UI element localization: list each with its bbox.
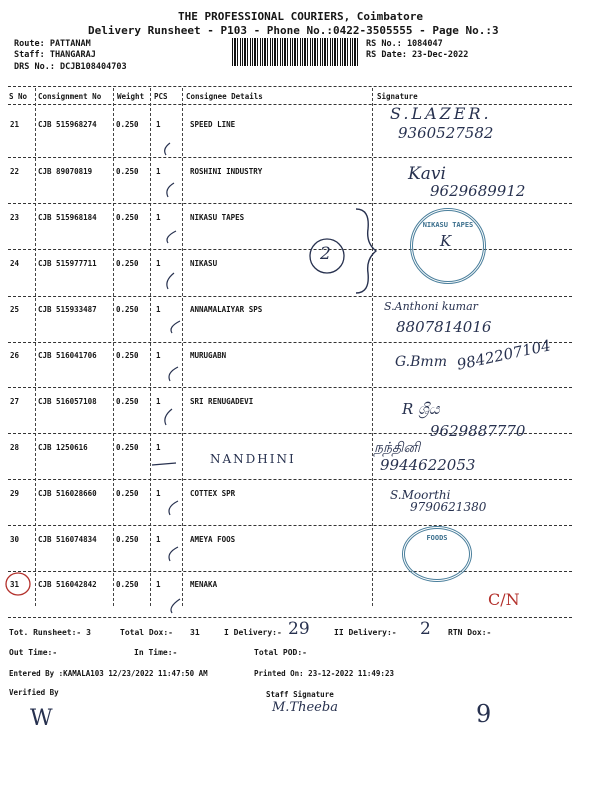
row-weight: 0.250 bbox=[116, 213, 139, 222]
signature-phone: 9842207104 bbox=[455, 336, 553, 374]
row-weight: 0.250 bbox=[116, 397, 139, 406]
row-consignee: SRI RENUGADEVI bbox=[190, 397, 254, 406]
col-signature: Signature bbox=[377, 92, 418, 101]
row-divider bbox=[8, 479, 572, 480]
row-pcs: 1 bbox=[156, 397, 161, 406]
staff-signature-label: Staff Signature bbox=[266, 690, 334, 699]
row-weight: 0.250 bbox=[116, 167, 139, 176]
total-dox-value: 31 bbox=[190, 628, 200, 637]
col-consignment: Consignment No bbox=[38, 92, 102, 101]
row-pcs: 1 bbox=[156, 213, 161, 222]
circle-mark-icon bbox=[3, 570, 35, 598]
row-sno: 21 bbox=[10, 120, 20, 129]
staff-signature: M.Theeba bbox=[272, 700, 338, 715]
row-sno: 22 bbox=[10, 167, 20, 176]
signature-phone: 9629887770 bbox=[430, 422, 526, 440]
row-divider bbox=[8, 342, 572, 343]
row-pcs: 1 bbox=[156, 580, 161, 589]
row-pcs: 1 bbox=[156, 535, 161, 544]
row-consignee: AMEYA FOOS bbox=[190, 535, 236, 544]
row-consignment: CJB 516057108 bbox=[38, 397, 97, 406]
signature-phone: 8807814016 bbox=[396, 318, 492, 336]
in-time-label: In Time:- bbox=[134, 648, 178, 657]
stamp-text: FOODS bbox=[426, 534, 448, 542]
signature-name: S.Anthoni kumar bbox=[384, 300, 478, 313]
rs-date: RS Date: 23-Dec-2022 bbox=[366, 50, 469, 60]
signature-phone: 9360527582 bbox=[398, 124, 494, 142]
ii-delivery-value: 2 bbox=[420, 619, 431, 639]
verified-mark: W bbox=[30, 706, 53, 731]
group-mark: 2 bbox=[320, 244, 331, 264]
row-consignment: CJB 516028660 bbox=[38, 489, 97, 498]
ii-delivery-label: II Delivery:- bbox=[334, 628, 397, 637]
signature-name: Kavi bbox=[408, 164, 446, 184]
row-sno: 26 bbox=[10, 351, 20, 360]
row-pcs: 1 bbox=[156, 120, 161, 129]
row-weight: 0.250 bbox=[116, 351, 139, 360]
row-consignee: NIKASU bbox=[190, 259, 218, 268]
row-sno: 31 bbox=[10, 580, 20, 589]
bracket-mark-icon bbox=[352, 205, 382, 297]
col-pcs: PCS bbox=[154, 92, 168, 101]
row-weight: 0.250 bbox=[116, 120, 139, 129]
row-pcs: 1 bbox=[156, 489, 161, 498]
total-pod-label: Total POD:- bbox=[254, 648, 307, 657]
row-consignee: NIKASU TAPES bbox=[190, 213, 245, 222]
row-pcs: 1 bbox=[156, 167, 161, 176]
col-divider bbox=[113, 88, 114, 606]
row-weight: 0.250 bbox=[116, 580, 139, 589]
printed-on: Printed On: 23-12-2022 11:49:23 bbox=[254, 669, 394, 678]
signature-name: R ශ්‍රිය bbox=[402, 400, 440, 418]
stamp-text: NIKASU TAPES bbox=[422, 221, 474, 229]
signature-phone: 9944622053 bbox=[380, 456, 476, 474]
row-consignee: MURUGABN bbox=[190, 351, 227, 360]
row-consignee-handwritten: NANDHINI bbox=[210, 452, 296, 466]
signature-phone: 9629689912 bbox=[430, 182, 526, 200]
row-sno: 29 bbox=[10, 489, 20, 498]
entered-by: Entered By :KAMALA103 12/23/2022 11:47:50 AM bbox=[9, 669, 208, 678]
staff: Staff: THANGARAJ bbox=[14, 50, 96, 60]
row-sno: 30 bbox=[10, 535, 20, 544]
tot-runsheet: Tot. Runsheet:- 3 bbox=[9, 628, 91, 637]
row-divider bbox=[8, 203, 572, 204]
row-sno: 27 bbox=[10, 397, 20, 406]
row-divider bbox=[8, 157, 572, 158]
row-consignment: CJB 515968184 bbox=[38, 213, 97, 222]
row-divider bbox=[8, 387, 572, 388]
i-delivery-value: 29 bbox=[288, 619, 310, 639]
row-pcs: 1 bbox=[156, 351, 161, 360]
row-pcs: 1 bbox=[156, 305, 161, 314]
row-divider bbox=[8, 525, 572, 526]
row-sno: 28 bbox=[10, 443, 20, 452]
row-sno: 24 bbox=[10, 259, 20, 268]
row-divider bbox=[8, 571, 572, 572]
col-divider bbox=[372, 88, 373, 606]
row-consignment: CJB 516042842 bbox=[38, 580, 97, 589]
barcode bbox=[232, 38, 360, 66]
row-consignment: CJB 1250616 bbox=[38, 443, 88, 452]
cn-mark: C/N bbox=[488, 590, 520, 609]
row-weight: 0.250 bbox=[116, 535, 139, 544]
row-divider bbox=[8, 296, 572, 297]
col-divider bbox=[35, 88, 36, 606]
col-sno: S No bbox=[9, 92, 28, 101]
drs-number: DRS No.: DCJB108404703 bbox=[14, 62, 127, 72]
row-weight: 0.250 bbox=[116, 305, 139, 314]
row-consignment: CJB 515968274 bbox=[38, 120, 97, 129]
col-consignee: Consignee Details bbox=[186, 92, 263, 101]
row-sno: 25 bbox=[10, 305, 20, 314]
out-time-label: Out Time:- bbox=[9, 648, 58, 657]
runsheet-title: Delivery Runsheet - P103 - Phone No.:0422-3505555 - Page No.:3 bbox=[88, 24, 499, 37]
row-pcs: 1 bbox=[156, 259, 161, 268]
route: Route: PATTANAM bbox=[14, 39, 91, 49]
row-consignment: CJB 516041706 bbox=[38, 351, 97, 360]
stamp-scribble: K bbox=[440, 232, 452, 250]
page-mark: 9 bbox=[476, 700, 492, 728]
row-weight: 0.250 bbox=[116, 259, 139, 268]
row-consignment: CJB 516074834 bbox=[38, 535, 97, 544]
signature-name: G.Bmm bbox=[395, 354, 447, 370]
verified-by-label: Verified By bbox=[9, 688, 59, 697]
signature-phone: 9790621380 bbox=[410, 500, 487, 514]
row-sno: 23 bbox=[10, 213, 20, 222]
signature-name: S.Moorthi bbox=[390, 488, 451, 502]
table-rule-bottom bbox=[8, 617, 572, 618]
row-consignment: CJB 89070819 bbox=[38, 167, 93, 176]
signature-name: S.LAZER. bbox=[390, 104, 492, 123]
col-weight: Weight bbox=[117, 92, 145, 101]
row-weight: 0.250 bbox=[116, 443, 139, 452]
row-consignment: CJB 515933487 bbox=[38, 305, 97, 314]
row-weight: 0.250 bbox=[116, 489, 139, 498]
row-consignee: ROSHINI INDUSTRY bbox=[190, 167, 263, 176]
rs-number: RS No.: 1084047 bbox=[366, 39, 443, 49]
pen-tick-marks bbox=[140, 105, 200, 615]
i-delivery-label: I Delivery:- bbox=[224, 628, 282, 637]
signature-name: நந்தினி bbox=[374, 440, 421, 456]
row-consignee: ANNAMALAIYAR SPS bbox=[190, 305, 263, 314]
row-divider bbox=[8, 249, 572, 250]
row-consignee: SPEED LINE bbox=[190, 120, 236, 129]
company-stamp bbox=[402, 526, 472, 582]
row-pcs: 1 bbox=[156, 443, 161, 452]
rtn-dox-label: RTN Dox:- bbox=[448, 628, 492, 637]
row-consignment: CJB 515977711 bbox=[38, 259, 97, 268]
row-consignee: MENAKA bbox=[190, 580, 218, 589]
total-dox-label: Total Dox:- bbox=[120, 628, 173, 637]
header-rule-top bbox=[8, 86, 572, 87]
row-consignee: COTTEX SPR bbox=[190, 489, 236, 498]
company-name: THE PROFESSIONAL COURIERS, Coimbatore bbox=[178, 10, 424, 23]
